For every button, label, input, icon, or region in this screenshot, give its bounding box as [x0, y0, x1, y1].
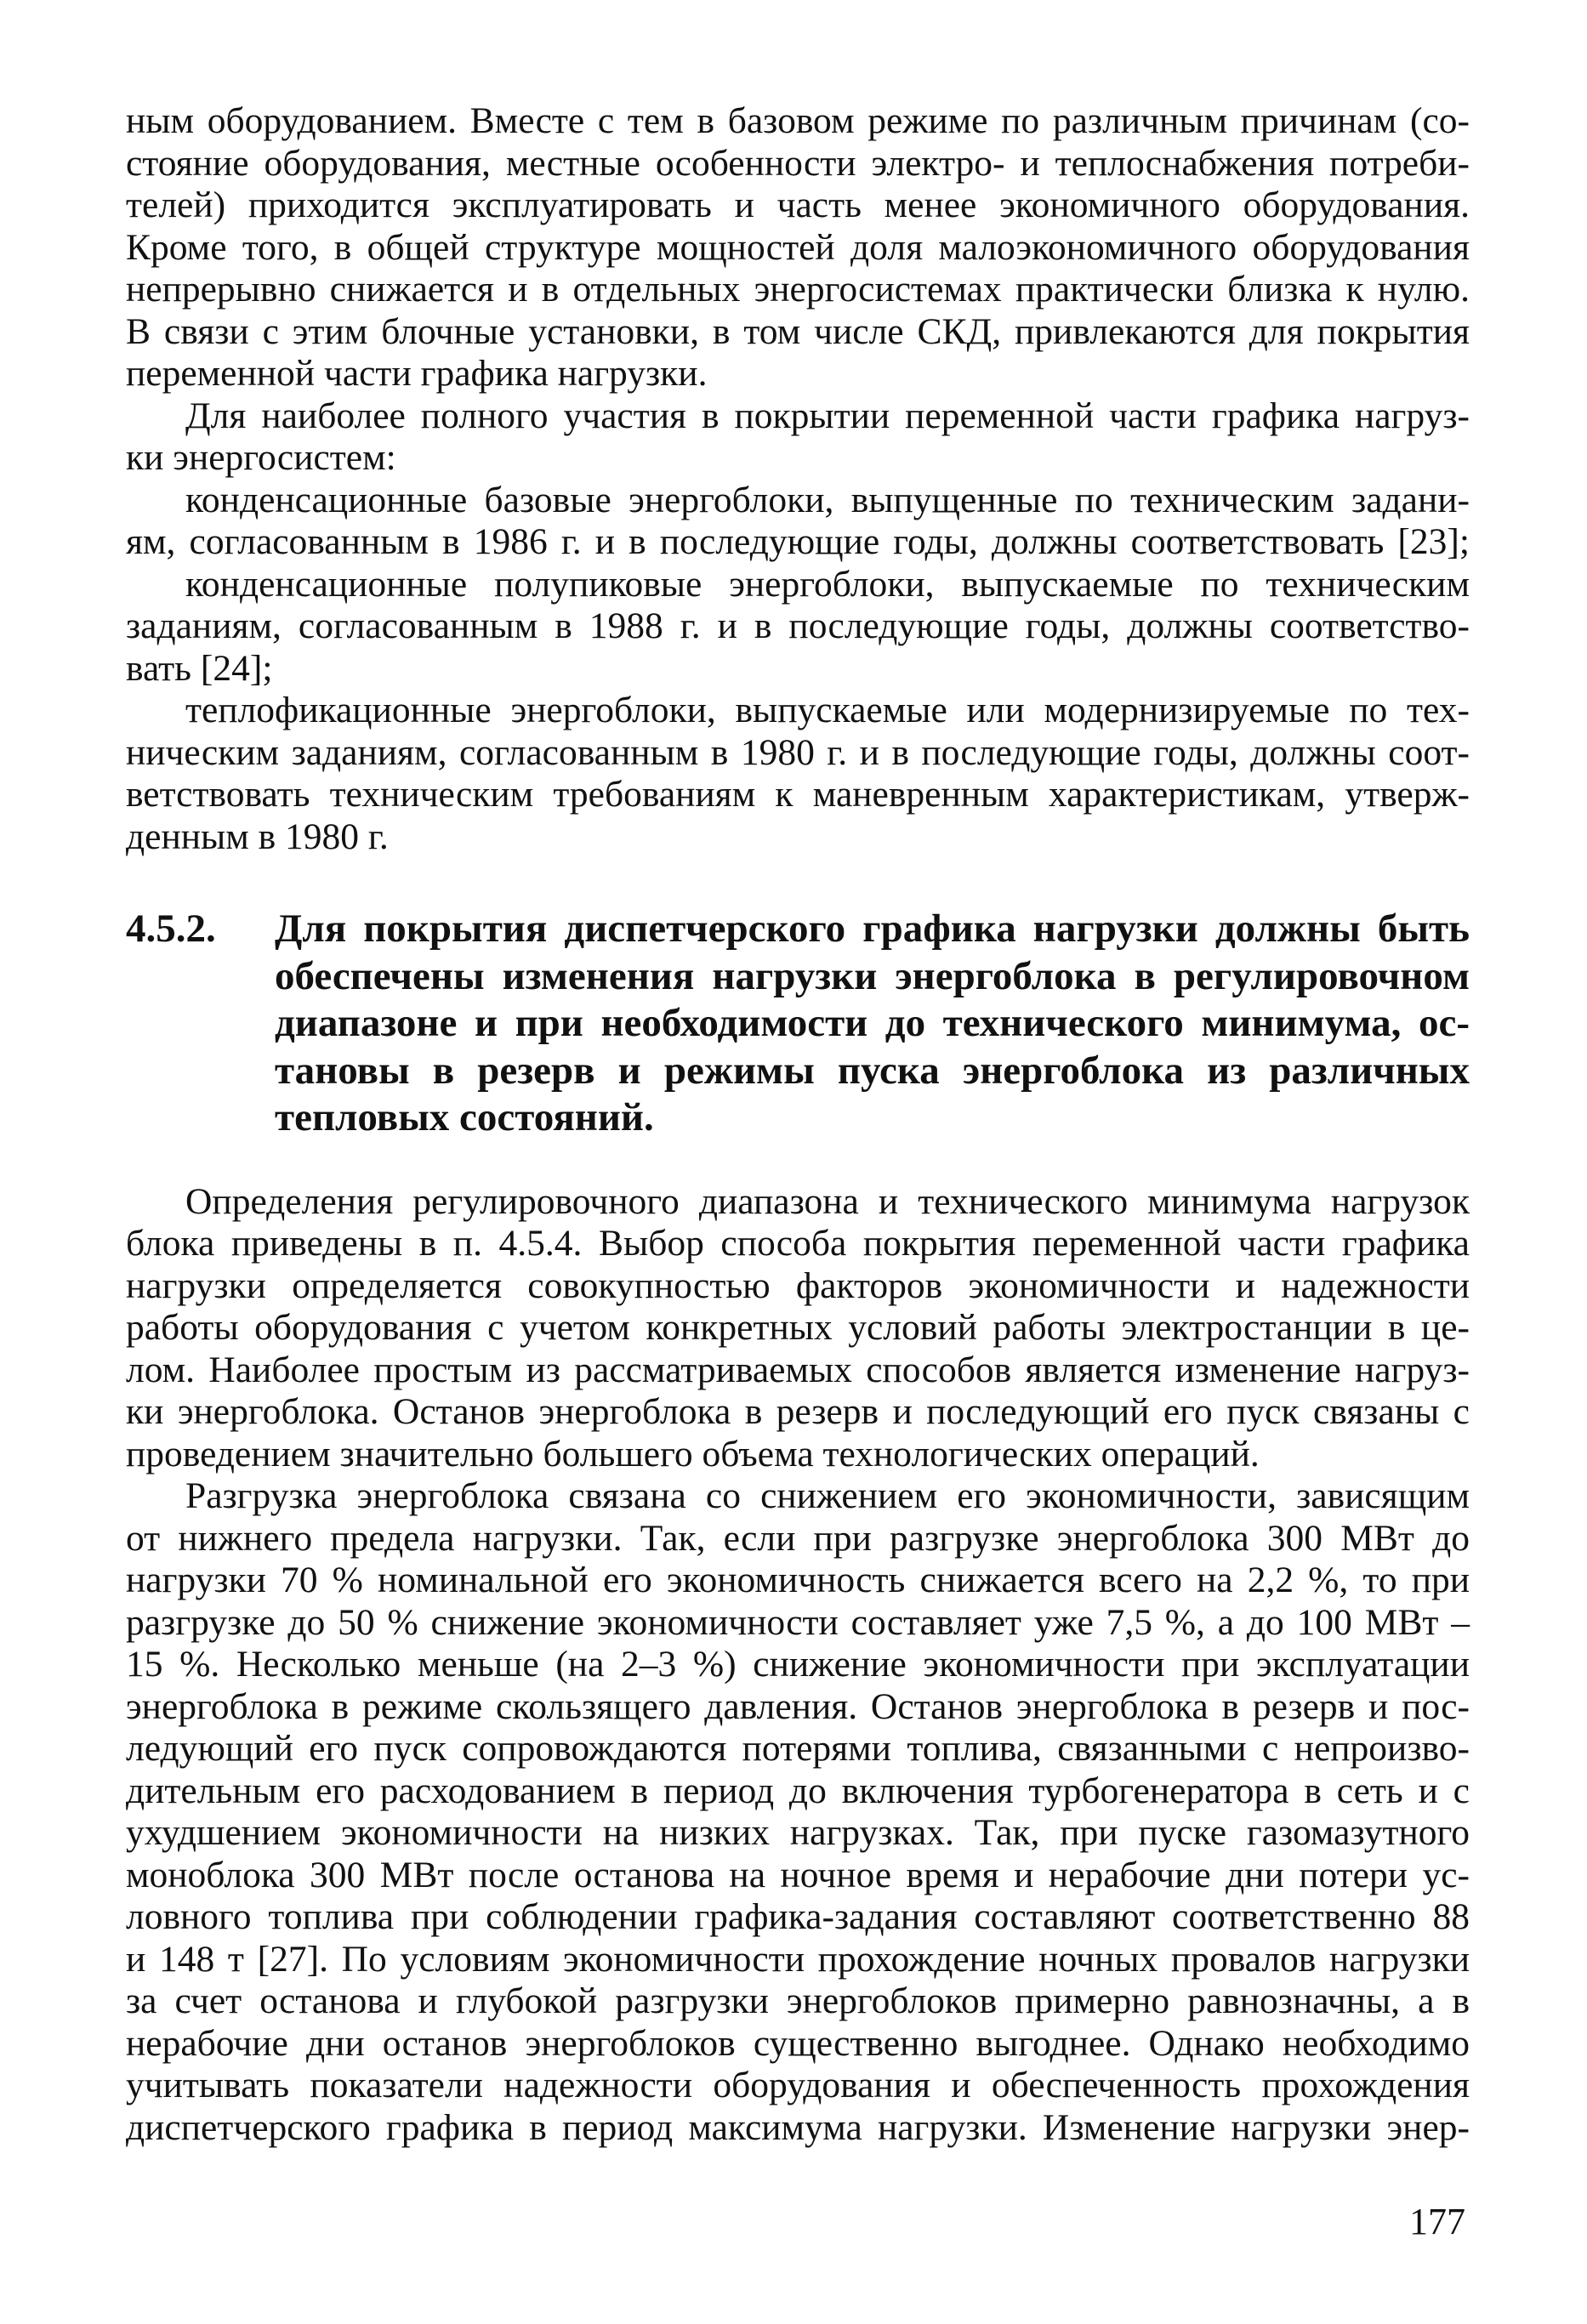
text-line: 15 %. Несколько меньше (на 2–3 %) снижение экономичности при эксплуатации: [126, 1644, 1470, 1685]
text-line: стояние оборудования, местные особенности электро- и теплоснабжения потреби-: [126, 142, 1470, 184]
text-line: лом. Наиболее простым из рассматриваемых способов является изменение нагруз-: [126, 1349, 1470, 1390]
text-line: ническим заданиям, согласованным в 1980 г. и в последующие годы, должны соот-: [126, 731, 1470, 773]
text-line: диспетчерского графика в период максимума нагрузки. Изменение нагрузки энер-: [126, 2106, 1470, 2148]
text-line: денным в 1980 г.: [126, 815, 389, 857]
text-line: телей) приходится эксплуатировать и часть менее экономичного оборудования.: [126, 185, 1470, 225]
section-body: [126, 1181, 1470, 2150]
intro-text: [126, 100, 1470, 858]
text-line: ям, согласованным в 1986 г. и в последующие годы, должны соответствовать [23];: [126, 521, 1470, 562]
text-line: за счет останова и глубокой разгрузки энергоблоков примерно равнозначны, а в: [126, 1980, 1470, 2021]
text-line: энергоблока в режиме скользящего давления. Останов энергоблока в резерв и пос-: [126, 1685, 1470, 1727]
list-item: [126, 564, 1470, 690]
text-line: работы оборудования с учетом конкретных условий работы электростанции в це-: [126, 1307, 1470, 1348]
list-item: [126, 480, 1470, 564]
heading-line: Для покрытия диспетчерского графика нагрузки должны быть: [275, 906, 1470, 951]
text-line: Для наиболее полного участия в покрытии переменной части графика нагруз-: [185, 395, 1470, 436]
text-line: Определения регулировочного диапазона и технического минимума нагрузок: [185, 1180, 1470, 1222]
paragraph: [126, 100, 1470, 395]
text-line: учитывать показатели надежности оборудования и обеспеченность прохождения: [126, 2065, 1470, 2105]
heading-line: обеспечены изменения нагрузки энергоблока в регулировочном: [275, 953, 1470, 998]
page-body: [126, 100, 1470, 2149]
paragraph: [126, 1181, 1470, 1476]
text-line: разгрузке до 50 % снижение экономичности составляет уже 7,5 %, а до 100 МВт –: [126, 1601, 1470, 1643]
heading-line: диапазоне и при необходимости до технического минимума, ос-: [275, 1001, 1470, 1045]
paragraph: [126, 1475, 1470, 2149]
text-line: и 148 т [27]. По условиям экономичности прохождение ночных провалов нагрузки: [126, 1938, 1470, 1980]
text-line: Разгрузка энергоблока связана со снижением его экономичности, зависящим: [185, 1475, 1470, 1516]
section-number: 4.5.2.: [126, 906, 216, 951]
text-line: В связи с этим блочные установки, в том числе СКД, привлекаются для покрытия: [126, 310, 1470, 352]
text-line: вать [24];: [126, 647, 273, 689]
text-line: ухудшением экономичности на низких нагрузках. Так, при пуске газомазутного: [126, 1812, 1470, 1853]
text-line: ки энергосистем:: [126, 437, 396, 478]
text-line: ки энергоблока. Останов энергоблока в резерв и последующий его пуск связаны с: [126, 1391, 1470, 1432]
section-4-5-2: [126, 906, 1470, 1142]
text-line: ловного топлива при соблюдении графика-задания составляют соответственно 88: [126, 1896, 1470, 1937]
text-line: ным оборудованием. Вместе с тем в базовом режиме по различным причинам (со-: [126, 100, 1470, 141]
text-line: ветствовать техническим требованиям к маневренным характеристикам, утверж-: [126, 774, 1470, 815]
list-item: [126, 690, 1470, 858]
paragraph: [126, 395, 1470, 480]
text-line: нагрузки определяется совокупностью факторов экономичности и надежности: [126, 1264, 1470, 1306]
text-line: проведением значительно большего объема технологических операций.: [126, 1433, 1260, 1475]
text-line: нагрузки 70 % номинальной его экономичность снижается всего на 2,2 %, то при: [126, 1560, 1470, 1600]
text-line: ледующий его пуск сопровождаются потерями топлива, связанными с непроизво-: [126, 1728, 1470, 1769]
text-line: непрерывно снижается и в отдельных энергосистемах практически близка к нулю.: [126, 269, 1470, 310]
text-line: блока приведены в п. 4.5.4. Выбор способа покрытия переменной части графика: [126, 1223, 1470, 1264]
text-line: дительным его расходованием в период до включения турбогенератора в сеть и с: [126, 1770, 1470, 1811]
heading-line: тепловых состояний.: [275, 1095, 654, 1139]
text-line: переменной части графика нагрузки.: [126, 353, 708, 394]
section-heading: [275, 906, 1470, 1142]
heading-line: тановы в резерв и режимы пуска энергоблока из различных: [275, 1048, 1470, 1093]
text-line: конденсационные базовые энергоблоки, выпущенные по техническим задани-: [185, 479, 1470, 520]
text-line: конденсационные полупиковые энергоблоки, выпускаемые по техническим: [185, 563, 1470, 605]
text-line: заданиям, согласованным в 1988 г. и в последующие годы, должны соответство-: [126, 605, 1470, 646]
text-line: от нижнего предела нагрузки. Так, если при разгрузке энергоблока 300 МВт до: [126, 1517, 1470, 1559]
page-number: 177: [1409, 2201, 1465, 2242]
text-line: нерабочие дни останов энергоблоков существенно выгоднее. Однако необходимо: [126, 2022, 1470, 2064]
text-line: Кроме того, в общей структуре мощностей доля малоэкономичного оборудования: [126, 226, 1470, 268]
text-line: теплофикационные энергоблоки, выпускаемые или модернизируемые по тех-: [185, 690, 1470, 730]
text-line: моноблока 300 МВт после останова на ночное время и нерабочие дни потери ус-: [126, 1854, 1470, 1895]
